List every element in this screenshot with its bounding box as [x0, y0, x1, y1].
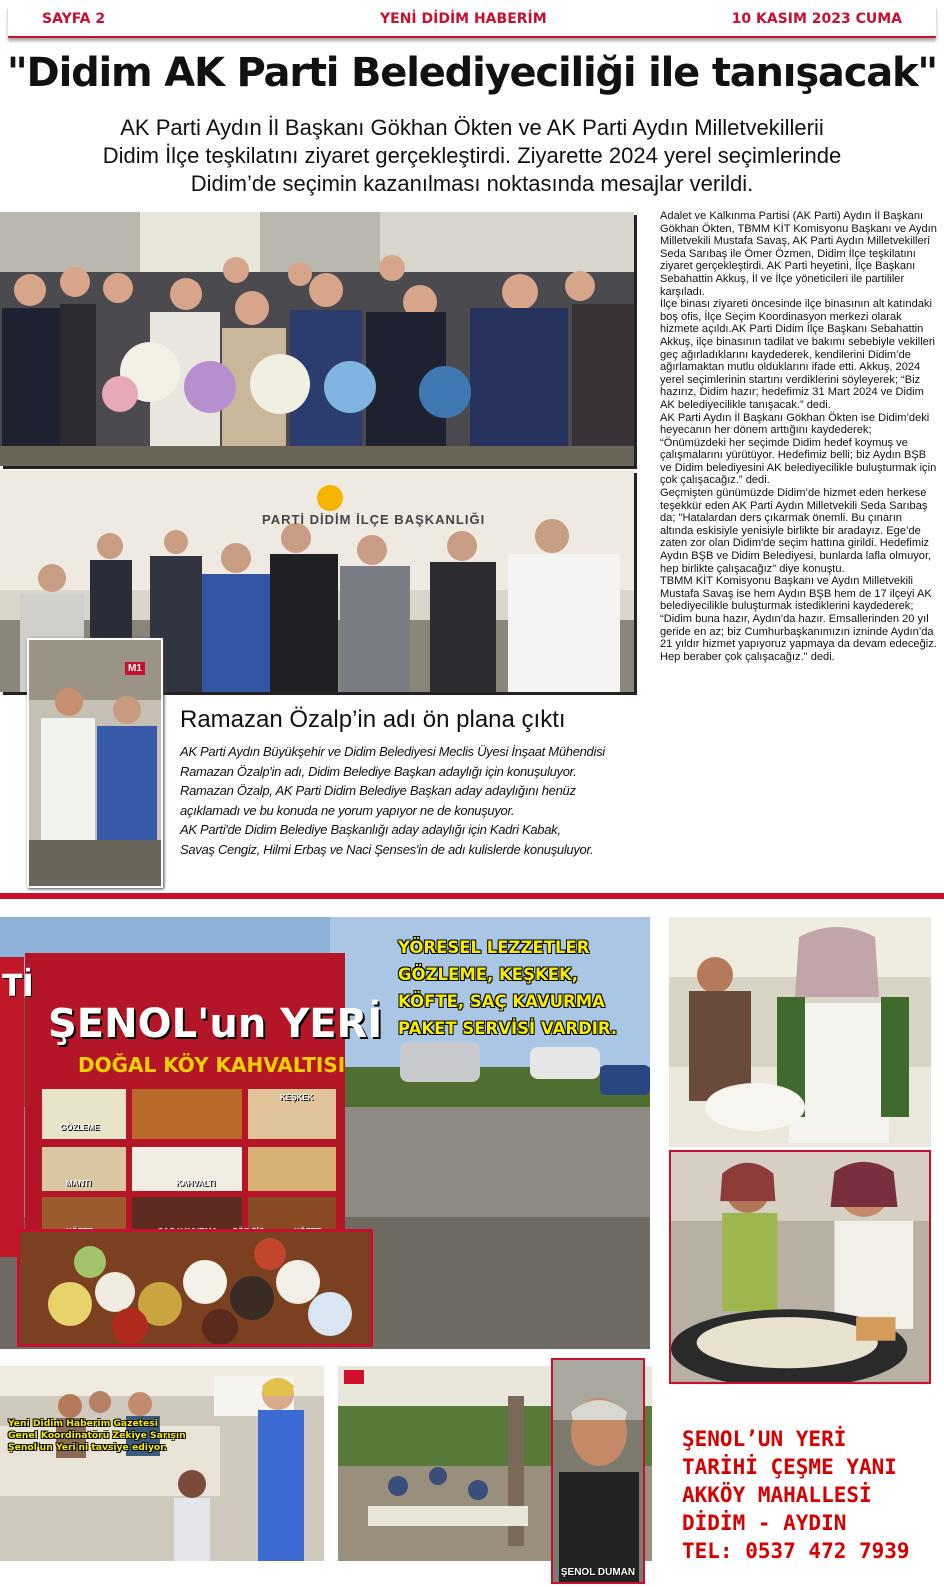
owner-name-caption: ŞENOL DUMAN: [560, 1567, 636, 1578]
food-label: KEŞKEK: [280, 1093, 314, 1102]
sidebar-line: Savaş Cengiz, Hilmi Erbaş ve Naci Şenses'in de adı kulislerde konuşuluyor.: [180, 841, 594, 857]
address-line: TARİHİ ÇEŞME YANI: [682, 1455, 897, 1479]
page-header: [8, 6, 936, 38]
office-sign: PARTİ DİDİM İLÇE BAŞKANLIĞI: [262, 512, 486, 527]
breakfast-tray-photo: [17, 1229, 373, 1347]
sidebar-headline: Ramazan Özalp’in adı ön plana çıktı: [180, 706, 566, 733]
deck-line: Didim İlçe teşkilatını ziyaret gerçekleştirdi. Ziyarette 2024 yerel seçimlerinde: [102, 143, 842, 168]
sidebar-line: Ramazan Özalp'in adı, Didim Belediye Başkan adaylığı için konuşuluyor.: [180, 763, 577, 779]
visit-caption-line: Genel Koordinatörü Zekiye Sarışın: [8, 1430, 186, 1441]
banner-food-grid: [42, 1089, 338, 1239]
banner-title: ŞENOL'un YERİ: [48, 1001, 383, 1047]
caption-line: GÖZLEME, KEŞKEK,: [398, 965, 579, 984]
body-paragraph: TBMM KİT Komisyonu Başkanı ve Aydın Milletvekili Mustafa Savaş ise hem Aydın BŞB hem de 17 ilçeyi AK belediyecilikle buluşturmak istediklerini kaydederek;: [660, 575, 932, 613]
visit-photo: [0, 1366, 324, 1561]
deck-line: AK Parti Aydın İl Başkanı Gökhan Ökten ve AK Parti Aydın Milletvekillerii: [120, 115, 824, 140]
food-label: GÖZLEME: [60, 1123, 100, 1132]
banner-side-letters: Tİ: [2, 969, 34, 1004]
body-paragraph: AK Parti Aydın İl Başkanı Gökhan Ökten ise Didim’deki heyecanın her dönem arttığını kaydederek; “Önümüzdeki her seçimde Didim hedef koymuş ve çalışmalarını yürütüyor. Hedefimiz belli; biz Aydın BŞB ve Didim belediyesini AK belediyecilikle buluşturmak için çok çalışacağız.” dedi.: [660, 411, 937, 487]
caption-line: KÖFTE, SAÇ KAVURMA: [398, 992, 605, 1011]
group-photo-flowers: [0, 212, 634, 466]
section-divider: [0, 893, 944, 899]
body-paragraph: “Didim buna hazır, Aydın’da hazır. Emsallerinden 20 yıl geride en az; biz Cumhurbaşkanımızın izninde Aydın’da 21 yıldır hizmet yapıyoruz yapmaya da devam edeceğiz. Hep beraber çok çalışacağız." dedi.: [660, 613, 937, 663]
restaurant-address: [682, 1425, 910, 1565]
article-body: [660, 210, 938, 663]
body-paragraph: İlçe binası ziyareti öncesinde ilçe binasının alt katındaki boş ofis, İlçe Seçim Koordinasyon merkezi olarak hizmete açıldı.AK Parti Didim İlçe Başkanı Sebahattin Akkuş, ilçe binasının tadilat ve bakımı sebebiyle vekilleri geç ağırladıklarını kaydederek, kendilerini Didim’de ağırlamaktan mutlu olduklarını ifade etti. Akkuş, 2024 yerel seçimlerinin startını verdiklerini söyleyerek; “Biz hazırız, Didim hazır; hedefimiz 31 Mart 2024 ve Didim AK belediyecilikle tanışacak.” dedi.: [660, 298, 936, 411]
food-label: KAHVALTI: [176, 1179, 216, 1188]
visit-caption-line: Şenol'un Yeri'ni tavsiye ediyor.: [8, 1442, 167, 1453]
deck-line: Didim’de seçimin kazanılması noktasında mesajlar verildi.: [190, 171, 754, 196]
caption-line: PAKET SERVİSİ VARDIR.: [398, 1019, 618, 1038]
address-line: DİDİM - AYDIN: [682, 1511, 847, 1535]
gozleme-making-photo: [669, 1150, 931, 1384]
caption-line: YÖRESEL LEZZETLER: [398, 938, 590, 957]
visit-caption: [8, 1418, 186, 1454]
banner-subtitle: DOĞAL KÖY KAHVALTISI: [78, 1053, 346, 1077]
newspaper-name: YENİ DİDİM HABERİM: [380, 11, 547, 27]
address-phone: TEL: 0537 472 7939: [682, 1539, 910, 1563]
food-label: MANTI: [66, 1179, 92, 1188]
article-deck: [10, 114, 934, 198]
specialties-caption: [398, 934, 617, 1042]
sidebar-line: AK Parti Aydın Büyükşehir ve Didim Belediyesi Meclis Üyesi İnşaat Mühendisi: [180, 744, 605, 759]
owner-portrait: [551, 1358, 645, 1584]
page-number: SAYFA 2: [42, 11, 106, 27]
inset-photo-handshake: [27, 638, 163, 888]
body-paragraph: Adalet ve Kalkınma Partisi (AK Parti) Aydın İl Başkanı Gökhan Ökten, TBMM KİT Komisyonu Başkanı ve Aydın Milletvekili Mustafa Savaş, AK Parti Aydın Milletvekilleri Seda Sarıbaş ile Ömer Özmen, Didim İlçe teşkilatını ziyaret gerçekleştirdi. AK Parti heyetini, İlçe Başkanı Sebahattin Akkuş, İl ve İlçe yöneticileri ile partililer karşıladı.: [660, 210, 937, 298]
microphone-label: M1: [125, 662, 145, 675]
sidebar-body: [180, 742, 645, 860]
body-paragraph: Geçmişten günümüzde Didim’de hizmet eden herkese teşekkür eden AK Parti Aydın Milletvekili Seda Sarıbaş da; "Hatalardan ders çıkarmak önemli. Bu çınarın altında eskisiyle yenisiyle birlikte bir aradayız. Ege’de zaten zor olan Didim'de seçim hattına girildi. Hedefimiz Aydın BŞB ve Didim Belediyesi, bunlarda lafla olmuyor, hep birlikte çalışacağız" diye konuştu.: [660, 487, 932, 575]
sidebar-line: açıklamadı ve bu konuda ne yorum yapıyor ne de konuşuyor.: [180, 802, 515, 818]
address-line: ŞENOL’UN YERİ: [682, 1427, 847, 1451]
article-headline: "Didim AK Parti Belediyeciliği ile tanışacak": [6, 50, 938, 96]
sidebar-line: Ramazan Özalp, AK Parti Didim Belediye Başkan aday adaylığını henüz: [180, 783, 576, 799]
visit-caption-line: Yeni Didim Haberim Gazetesi: [8, 1418, 158, 1429]
dough-kneading-photo: [669, 917, 931, 1147]
sidebar-line: AK Parti'de Didim Belediye Başkanlığı aday adaylığı için Kadri Kabak,: [180, 822, 561, 838]
issue-date: 10 KASIM 2023 CUMA: [731, 11, 902, 27]
address-line: AKKÖY MAHALLESİ: [682, 1483, 872, 1507]
